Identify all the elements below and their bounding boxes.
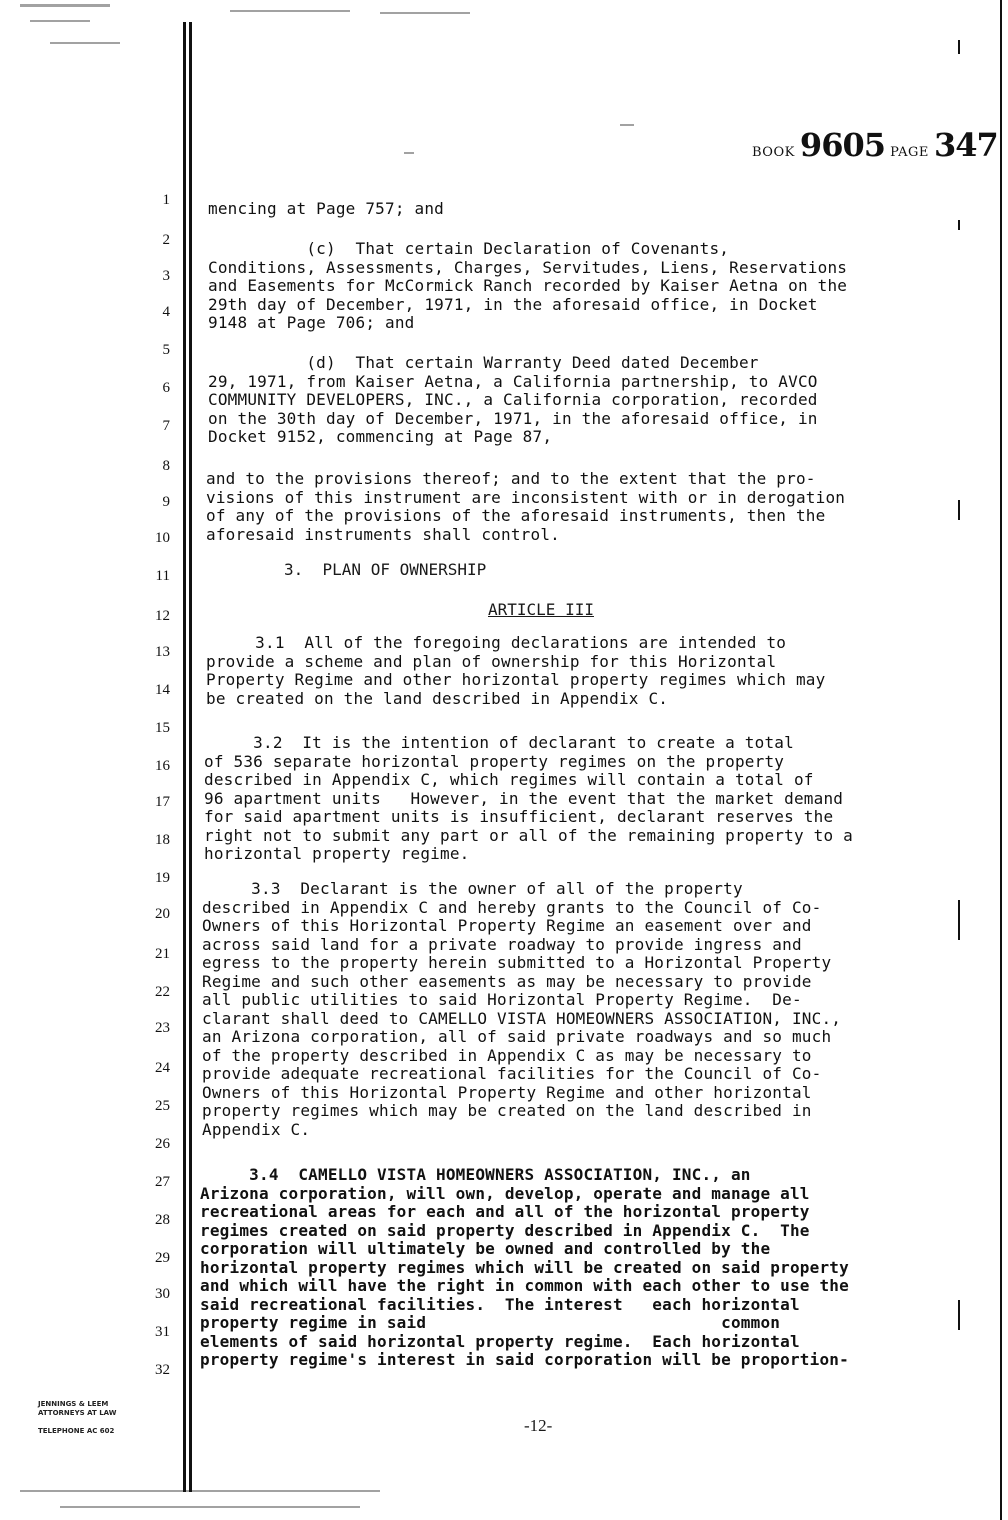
line-number: 20 — [155, 906, 170, 922]
right-edge-mark — [958, 40, 960, 54]
paragraph-c-line: 9148 at Page 706; and — [208, 313, 415, 332]
line-number: 26 — [155, 1136, 170, 1152]
line-number: 8 — [162, 458, 170, 474]
left-margin-rule — [183, 22, 186, 1492]
paragraph-c-line: and Easements for McCormick Ranch recorded by Kaiser Aetna on the — [208, 276, 848, 295]
scan-noise — [230, 10, 350, 12]
right-edge-mark — [958, 900, 960, 940]
paragraph-s33-line: across said land for a private roadway to provide ingress and — [202, 934, 802, 954]
paragraph-s33-line: Regime and such other easements as may be necessary to provide — [202, 971, 812, 991]
paragraph-s33-line: an Arizona corporation, all of said private roadways and so much — [202, 1027, 832, 1046]
paragraph-s32-line: 3.2 It is the intention of declarant to create a total — [204, 733, 794, 752]
paragraph-s31-line: 3.1 All of the foregoing declarations are intended to — [206, 633, 787, 652]
paragraph-s33-line: Owners of this Horizontal Property Regime and other horizontal — [202, 1082, 812, 1102]
right-edge-mark — [958, 500, 960, 520]
paragraph-s33-line: all public utilities to said Horizontal Property Regime. De- — [202, 990, 802, 1009]
paragraph-c-line: Conditions, Assessments, Charges, Servitudes, Liens, Reservations — [208, 257, 848, 277]
scan-noise — [30, 20, 90, 22]
line-number: 22 — [155, 984, 170, 1000]
line-number: 21 — [155, 946, 170, 962]
firm-line — [38, 1418, 116, 1427]
paragraph-s32-line: horizontal property regime. — [204, 844, 470, 863]
paragraph-s33-line: property regimes which may be created on the land described in — [202, 1101, 812, 1120]
line-number: 9 — [162, 494, 170, 510]
line-number: 19 — [155, 870, 170, 886]
paragraph-s34-line: horizontal property regimes which will be created on said property — [200, 1257, 849, 1277]
paragraph-s33-line: Owners of this Horizontal Property Regime an easement over and — [202, 916, 812, 935]
paragraph-s33-line: 3.3 Declarant is the owner of all of the property — [202, 879, 743, 898]
line-number: 14 — [155, 682, 170, 698]
paragraph-c-line: (c) That certain Declaration of Covenants, — [208, 239, 730, 258]
paragraph-d-line: Docket 9152, commencing at Page 87, — [208, 427, 553, 446]
paragraph-d-line: COMMUNITY DEVELOPERS, INC., a California corporation, recorded — [208, 390, 818, 409]
line-number: 11 — [155, 568, 170, 584]
paragraph-s34-line: recreational areas for each and all of the horizontal property — [200, 1202, 810, 1221]
paragraph-s34-line: 3.4 CAMELLO VISTA HOMEOWNERS ASSOCIATION, INC., an — [200, 1165, 751, 1184]
scan-noise — [20, 1490, 380, 1492]
scan-noise — [404, 152, 414, 154]
paragraph-s33-line: Appendix C. — [202, 1119, 311, 1139]
scan-noise — [380, 12, 470, 14]
section-heading: 3. PLAN OF OWNERSHIP — [284, 560, 487, 579]
paragraph-s31-line: be created on the land described in Appendix C. — [206, 688, 669, 708]
paragraph-d-line: 29, 1971, from Kaiser Aetna, a California partnership, to AVCO — [208, 371, 818, 391]
page-number: 347 — [934, 126, 998, 164]
line-number: 30 — [155, 1286, 170, 1302]
paragraph-p1-line: mencing at Page 757; and — [208, 199, 444, 218]
paragraph-s31-line: provide a scheme and plan of ownership for this Horizontal — [206, 651, 777, 671]
paragraph-s34-line: elements of said horizontal property regime. Each horizontal — [200, 1331, 800, 1351]
paragraph-s33-line: of the property described in Appendix C as may be necessary to — [202, 1045, 812, 1065]
firm-line: ATTORNEYS AT LAW — [38, 1409, 117, 1417]
paragraph-provisions-line: and to the provisions thereof; and to the extent that the pro- — [206, 469, 816, 488]
right-edge-mark — [958, 220, 960, 230]
line-number: 23 — [155, 1020, 170, 1036]
line-number: 27 — [155, 1174, 170, 1190]
paragraph-s34-line: corporation will ultimately be owned and controlled by the — [200, 1239, 771, 1258]
paragraph-s33-line: provide adequate recreational facilities for the Council of Co- — [202, 1064, 822, 1083]
paragraph-provisions-line: aforesaid instruments shall control. — [206, 524, 560, 544]
scan-noise — [50, 42, 120, 44]
paragraph-s33-line: clarant shall deed to CAMELLO VISTA HOMEOWNERS ASSOCIATION, INC., — [202, 1008, 842, 1028]
scan-noise — [20, 4, 110, 7]
line-number: 15 — [155, 720, 170, 736]
paragraph-s34-line: Arizona corporation, will own, develop, operate and manage all — [200, 1183, 810, 1203]
paragraph-s32-line: described in Appendix C, which regimes will contain a total of — [204, 770, 814, 789]
line-number: 18 — [155, 832, 170, 848]
line-number: 16 — [155, 758, 170, 774]
paragraph-s32-line: of 536 separate horizontal property regimes on the property — [204, 751, 785, 771]
right-margin-rule — [1000, 0, 1002, 1520]
firm-line: TELEPHONE AC 602 — [38, 1427, 115, 1435]
paragraph-s32-line: right not to submit any part or all of the remaining property to a — [204, 825, 853, 845]
paragraph-s34-line: said recreational facilities. The interest each horizontal — [200, 1294, 800, 1314]
paragraph-provisions-line: of any of the provisions of the aforesaid instruments, then the — [206, 506, 826, 525]
line-number: 17 — [155, 794, 170, 810]
paragraph-s32-line: 96 apartment units However, in the event that the market demand — [204, 788, 844, 808]
line-number: 32 — [155, 1362, 170, 1378]
paragraph-provisions-line: visions of this instrument are inconsistent with or in derogation — [206, 487, 846, 507]
line-number: 13 — [155, 644, 170, 660]
paragraph-s34-line: property regime's interest in said corporation will be proportion- — [200, 1350, 849, 1369]
recording-stamp — [752, 126, 998, 164]
line-number: 1 — [162, 192, 170, 208]
left-margin-rule — [189, 22, 192, 1492]
paragraph-c-line: 29th day of December, 1971, in the aforesaid office, in Docket — [208, 294, 818, 314]
line-number: 12 — [155, 608, 170, 624]
line-number: 2 — [162, 232, 170, 248]
paragraph-d-line: on the 30th day of December, 1971, in the aforesaid office, in — [208, 408, 818, 428]
paragraph-s34-line: and which will have the right in common with each other to use the — [200, 1276, 849, 1295]
paragraph-s33-line: egress to the property herein submitted to a Horizontal Property — [202, 953, 832, 972]
line-number: 29 — [155, 1250, 170, 1266]
line-number: 5 — [162, 342, 170, 358]
paragraph-s32-line: for said apartment units is insufficient, declarant reserves the — [204, 807, 834, 826]
line-number: 28 — [155, 1212, 170, 1228]
page-footer-number: -12- — [524, 1416, 553, 1435]
right-edge-mark — [958, 1300, 960, 1330]
paragraph-s33-line: described in Appendix C and hereby grants to the Council of Co- — [202, 897, 822, 917]
line-number: 7 — [162, 418, 170, 434]
book-number: 9605 — [799, 126, 885, 164]
firm-line — [38, 1436, 116, 1445]
line-number: 24 — [155, 1060, 170, 1076]
scan-noise — [620, 124, 634, 126]
paragraph-d-line: (d) That certain Warranty Deed dated December — [208, 353, 759, 372]
page-label: PAGE — [890, 145, 929, 160]
line-number: 4 — [162, 304, 170, 320]
paragraph-s34-line: property regime in said common — [200, 1313, 781, 1332]
article-heading: ARTICLE III — [488, 600, 594, 619]
law-firm-block — [38, 1400, 116, 1445]
paragraph-s34-line: regimes created on said property described in Appendix C. The — [200, 1220, 810, 1240]
firm-line: JENNINGS & LEEM — [38, 1400, 109, 1408]
line-number: 6 — [162, 380, 170, 396]
scan-noise — [60, 1506, 360, 1508]
paragraph-s31-line: Property Regime and other horizontal property regimes which may — [206, 670, 826, 689]
line-number: 10 — [155, 530, 170, 546]
line-number: 3 — [162, 268, 170, 284]
book-label: BOOK — [752, 145, 795, 160]
line-number: 31 — [155, 1324, 170, 1340]
line-number: 25 — [155, 1098, 170, 1114]
